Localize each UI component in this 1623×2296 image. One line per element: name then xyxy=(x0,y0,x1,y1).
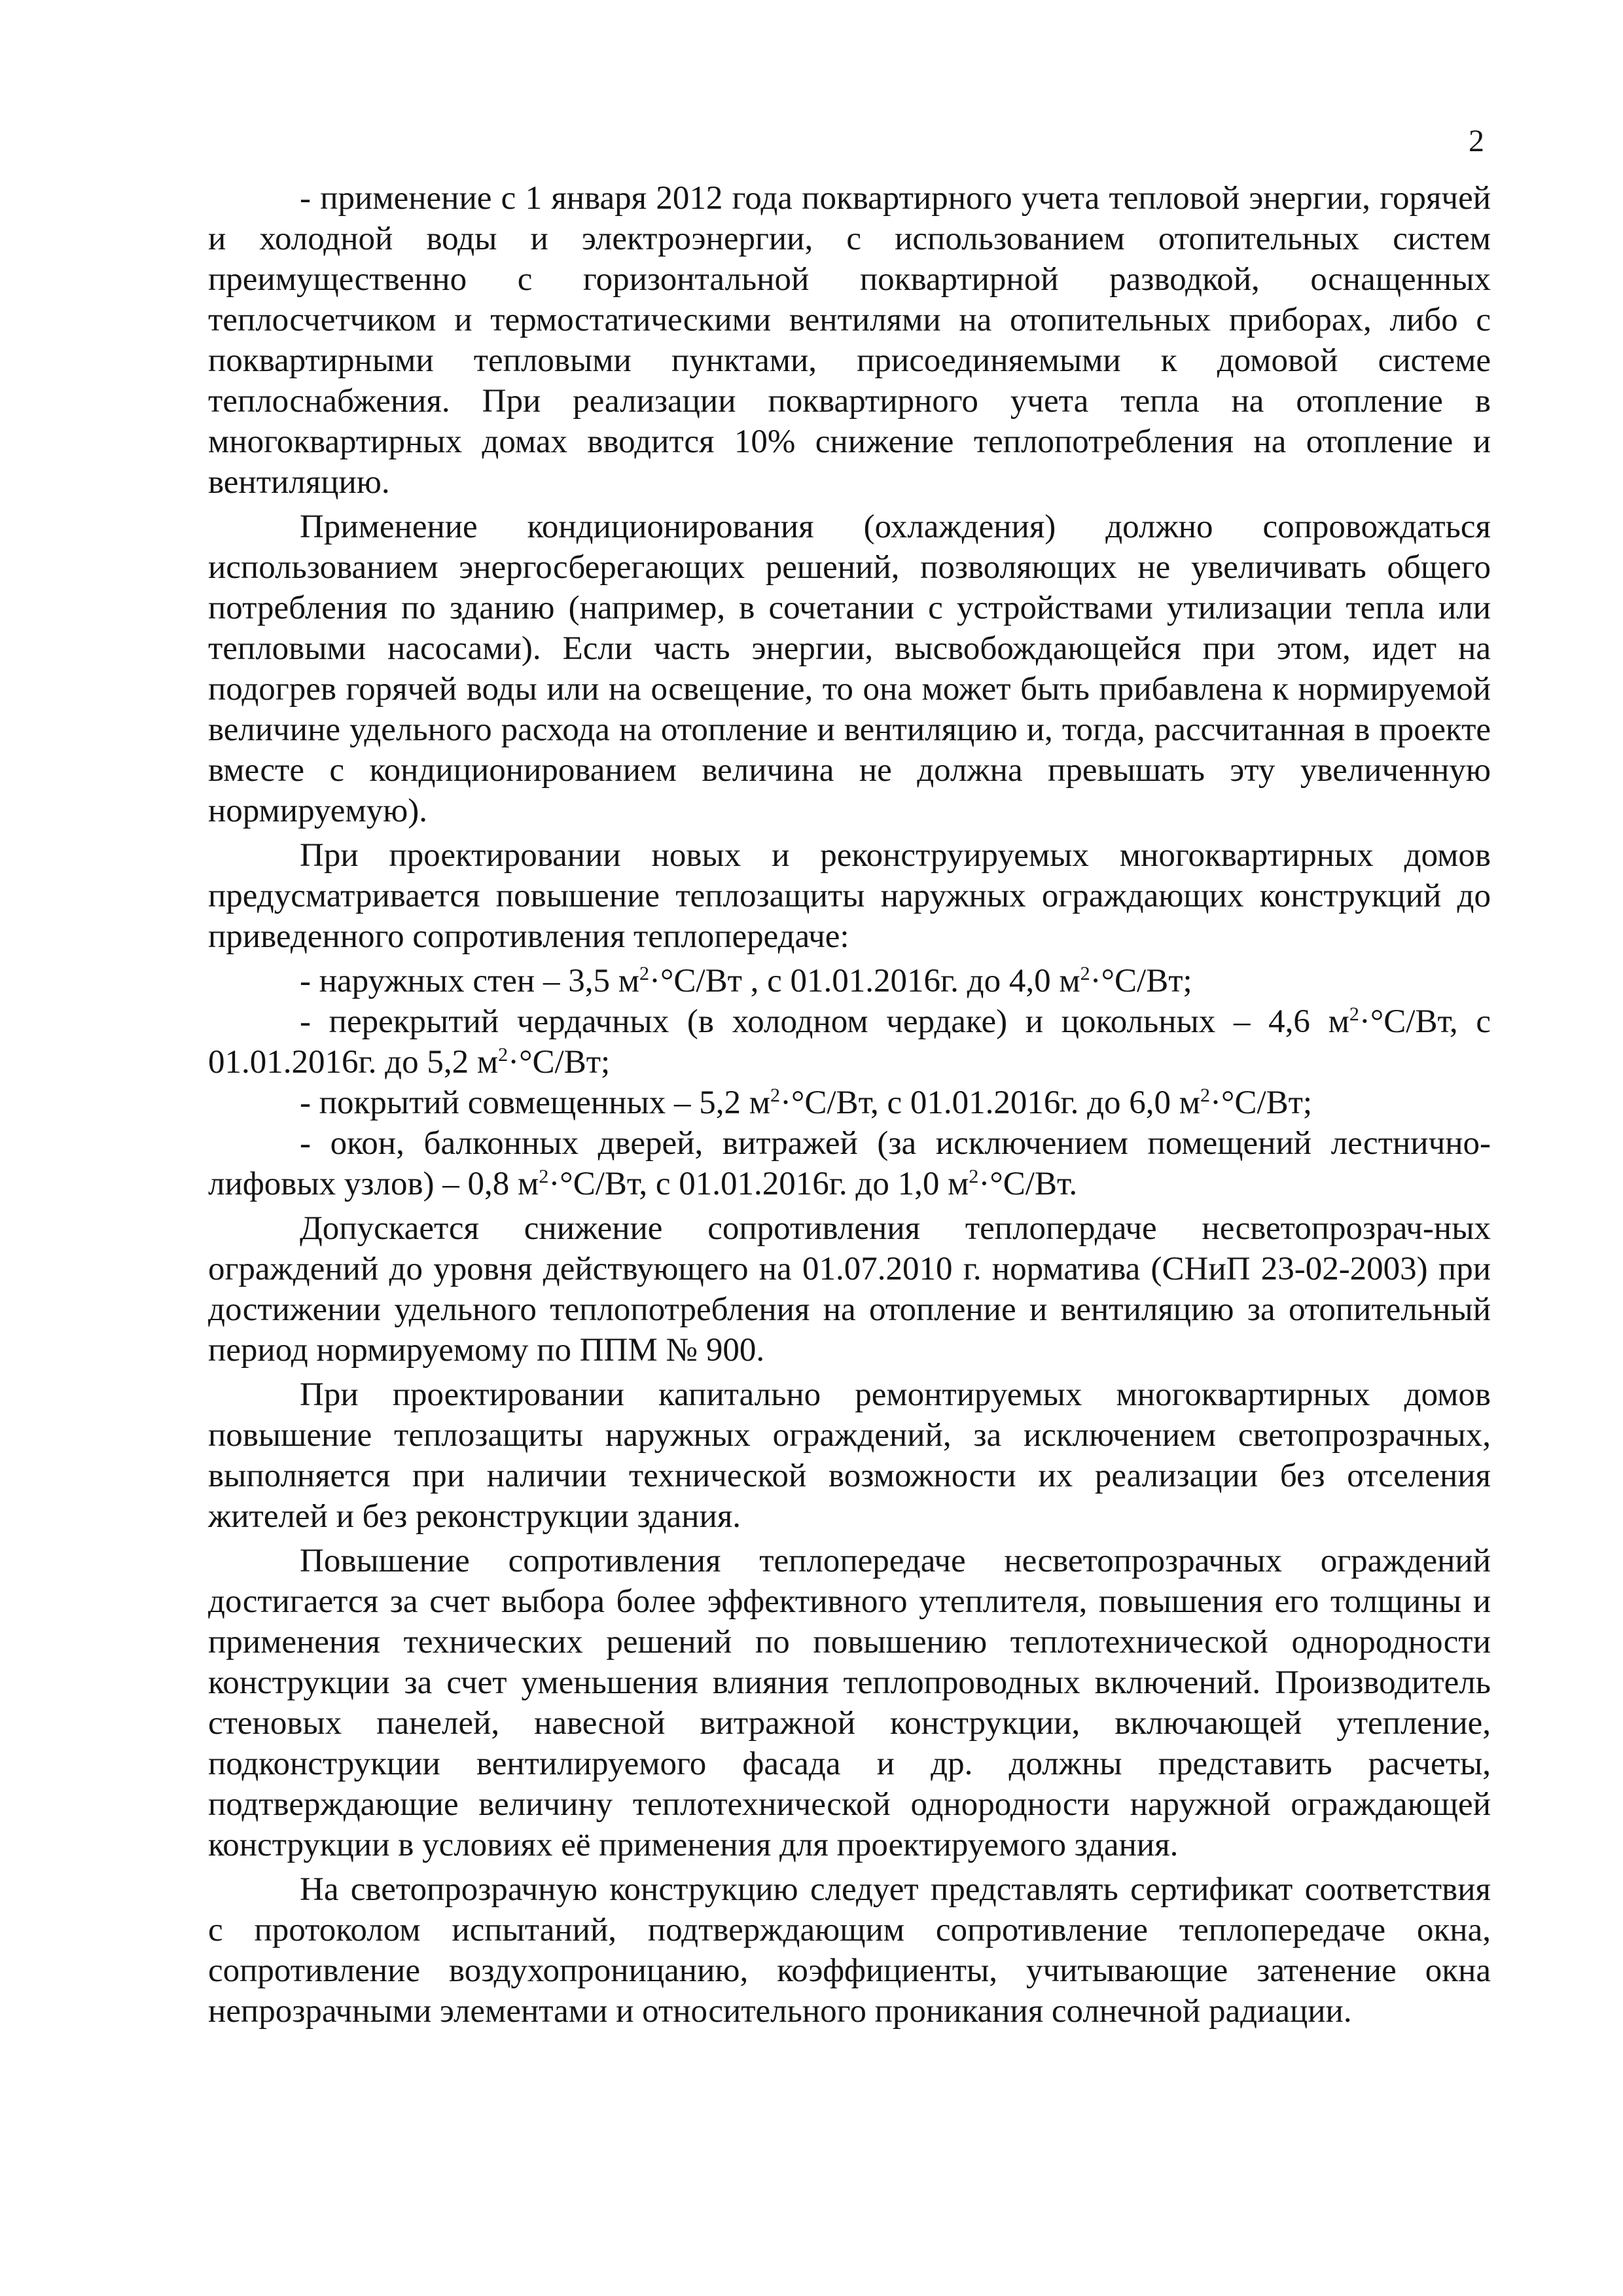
paragraph-certificate: На светопрозрачную конструкцию следует представлять сертификат соответствия с протоколом испытаний, подтверждающим сопротивление теплопередаче окна, сопротивление воздухопроницанию, коэффициенты, учитывающие затенение окна непрозрачными элементами и относительного проникания солнечной радиации. xyxy=(208,1871,1491,2030)
document-body xyxy=(208,178,1491,2036)
requirement-roofs: - покрытий совмещенных – 5,2 $м^2\cdot^\circ С/Вт$, с 01.01.2016г. до 6,0 $м^2\cdot^\circ С/Вт$; xyxy=(300,1085,1313,1121)
requirement-walls: - наружных стен – 3,5 $м^2\cdot^\circ С/Вт$ , с 01.01.2016г. до 4,0 $м^2\cdot^\circ С/Вт$; xyxy=(300,963,1192,999)
paragraph-capital-repair: При проектировании капитально ремонтируемых многоквартирных домов повышение теплозащиты наружных ограждений, за исключением светопрозрачных, выполняется при наличии технической возможности их реализации без отселения жителей и без реконструкции здания. xyxy=(208,1376,1491,1535)
requirement-attic-floors: - перекрытий чердачных (в холодном чердаке) и цокольных – 4,6 $м^2\cdot^\circ С/Вт$, с 01.01.2016г. до 5,2 $м^2\cdot^\circ С/Вт$; xyxy=(208,1003,1491,1081)
paragraph-reduction-allowed: Допускается снижение сопротивления теплопердаче несветопрозрач-ных ограждений до уровня действующего на 01.07.2010 г. норматива (СНиП 23-02-2003) при достижении удельного теплопотребления на отопление и вентиляцию за отопительный период нормируемому по ППМ № 900. xyxy=(208,1210,1491,1369)
paragraph-resistance-increase: Повышение сопротивления теплопередаче несветопрозрачных ограждений достигается за счет выбора более эффективного утеплителя, повышения его толщины и применения технических решений по повышению теплотехнической однородности конструкции за счет уменьшения влияния теплопроводных включений. Производитель стеновых панелей, навесной витражной конструкции, включающей утепление, подконструкции вентилируемого фасада и др. должны представить расчеты, подтверждающие величину теплотехнической однородности наружной ограждающей конструкции в условиях её применения для проектируемого здания. xyxy=(208,1543,1491,1863)
paragraph-conditioning: Применение кондиционирования (охлаждения) должно сопровождаться использованием энергосберегающих решений, позволяющих не увеличивать общего потребления по зданию (например, в сочетании с устройствами утилизации тепла или тепловыми насосами). Если часть энергии, высвобождающейся при этом, идет на подогрев горячей воды или на освещение, то она может быть прибавлена к нормируемой величине удельного расхода на отопление и вентиляцию и, тогда, рассчитанная в проекте вместе с кондиционированием величина не должна превышать эту увеличенную нормируемую). xyxy=(208,509,1491,829)
requirements-list xyxy=(208,961,1491,1204)
paragraph-design-new: При проектировании новых и реконструируемых многоквартирных домов предусматривается повышение теплозащиты наружных ограждающих конструкций до приведенного сопротивления теплопередаче: xyxy=(208,837,1491,955)
page-number: 2 xyxy=(1469,124,1484,158)
requirement-windows: - окон, балконных дверей, витражей (за исключением помещений лестнично-лифовых узлов) – 0,8 $м^2\cdot^\circ С/Вт$, с 01.01.2016г. до 1,0 $м^2\cdot^\circ С/Вт$. xyxy=(208,1125,1491,1202)
paragraph-metering: - применение с 1 января 2012 года поквартирного учета тепловой энергии, горячей и холодной воды и электроэнергии, с использованием отопительных систем преимущественно с горизонтальной поквартирной разводкой, оснащенных теплосчетчиком и термостатическими вентилями на отопительных приборах, либо с поквартирными тепловыми пунктами, присоединяемыми к домовой системе теплоснабжения. При реализации поквартирного учета тепла на отопление в многоквартирных домах вводится 10% снижение теплопотребления на отопление и вентиляцию. xyxy=(208,180,1491,501)
